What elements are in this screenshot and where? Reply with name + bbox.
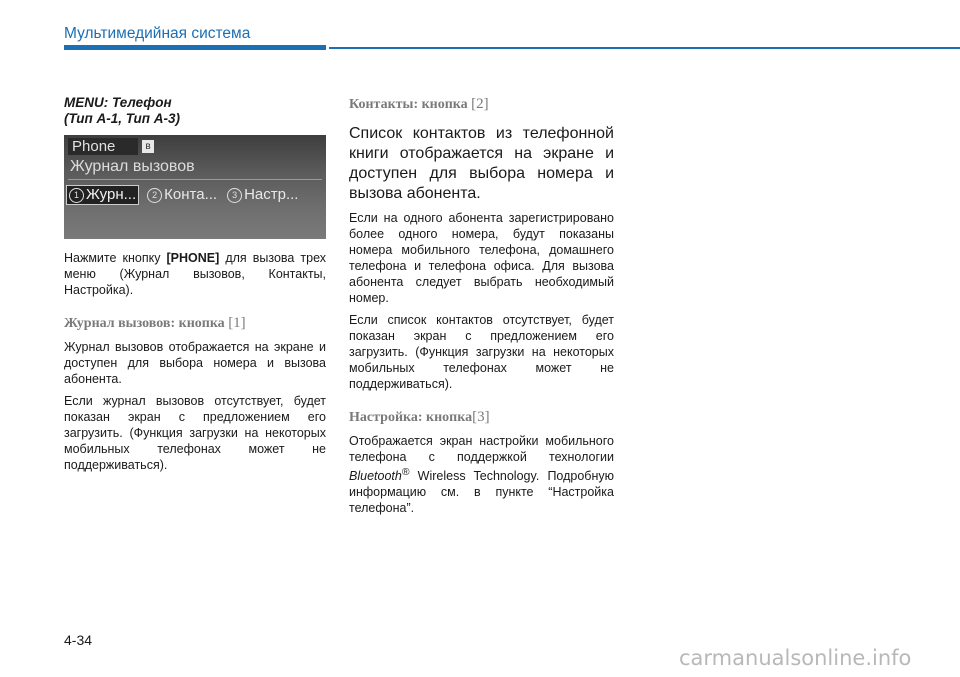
call-log-paragraph-1: Журнал вызовов отображается на экране и доступен для выбора номера и вызова абонента. [64, 340, 326, 386]
intro-text-start: Нажмите кнопку [64, 251, 167, 265]
contacts-heading-text: Контакты: кнопка [349, 97, 472, 112]
intro-text-end: для вызова трех меню (Журнал вызовов, Контакты, Настройка). [64, 251, 326, 297]
contacts-paragraph-1: Если на одного абонента зарегистрировано более одного номера, будут показаны номера мобильного телефона, домашнего телефона и телефона офиса. Для вызова абонента следует выбрать необходимый номер. [349, 211, 614, 305]
header-bar-thick [64, 45, 326, 50]
contacts-heading-num: [2] [471, 96, 489, 112]
header-title: Мультимедийная система [64, 25, 251, 42]
watermark: carmanualsonline.info [679, 646, 912, 670]
screen-button-settings[interactable] [225, 186, 300, 204]
settings-paragraph [349, 433, 614, 516]
call-log-heading [64, 314, 326, 333]
contacts-heading [349, 95, 614, 114]
registered-mark: ® [401, 467, 410, 478]
settings-text-end: Wireless Technology. Подробную информацию см. в пункте “Настройка телефона”. [349, 469, 614, 516]
settings-heading [349, 408, 614, 427]
number-3-icon: 3 [227, 188, 242, 203]
bluetooth-icon: ʙ [142, 140, 154, 153]
number-2-icon: 2 [147, 188, 162, 203]
screen-button-row [66, 185, 324, 205]
contacts-paragraph-2: Если список контактов отсутствует, будет показан экран с предложением его загрузить. (Функция загрузки на некоторых мобильных телефонах может не поддерживаться). [349, 313, 614, 391]
contacts-lead-paragraph: Список контактов из телефонной книги отображается на экране и доступен для выбора номера и вызова абонента. [349, 125, 614, 202]
right-column [349, 95, 614, 516]
bluetooth-term: Bluetooth [349, 469, 402, 484]
settings-heading-text: Настройка: кнопка [349, 410, 473, 425]
screen-button-label: Настр... [244, 186, 299, 203]
left-column [64, 95, 326, 473]
screen-button-label: Конта... [164, 186, 218, 203]
call-log-heading-num: [1] [228, 315, 246, 331]
menu-heading [64, 95, 326, 127]
call-log-paragraph-2: Если журнал вызовов отсутствует, будет показан экран с предложением его загрузить. (Функция загрузки на некоторых мобильных телефонах может не поддерживаться). [64, 394, 326, 472]
phone-key-label: [PHONE] [166, 251, 220, 265]
screen-button-call-log[interactable] [66, 185, 139, 205]
screen-button-contacts[interactable] [145, 186, 219, 204]
screen-title: Журнал вызовов [70, 158, 195, 175]
number-1-icon: 1 [69, 188, 84, 203]
screen-divider [68, 179, 322, 180]
screen-tab-phone: Phone [68, 138, 138, 155]
page-number: 4-34 [64, 632, 93, 648]
header-bar-thin [329, 47, 960, 49]
intro-paragraph [64, 250, 326, 298]
call-log-heading-text: Журнал вызовов: кнопка [64, 316, 229, 331]
menu-heading-line1: MENU: Телефон [64, 95, 172, 110]
settings-heading-num: [3] [472, 409, 490, 425]
settings-text-start: Отображается экран настройки мобильного телефона с поддержкой технологии [349, 434, 614, 464]
menu-heading-line2: (Тип A-1, Тип A-3) [64, 111, 180, 126]
phone-screen-illustration [64, 135, 326, 239]
screen-button-label: Журн... [86, 186, 137, 203]
